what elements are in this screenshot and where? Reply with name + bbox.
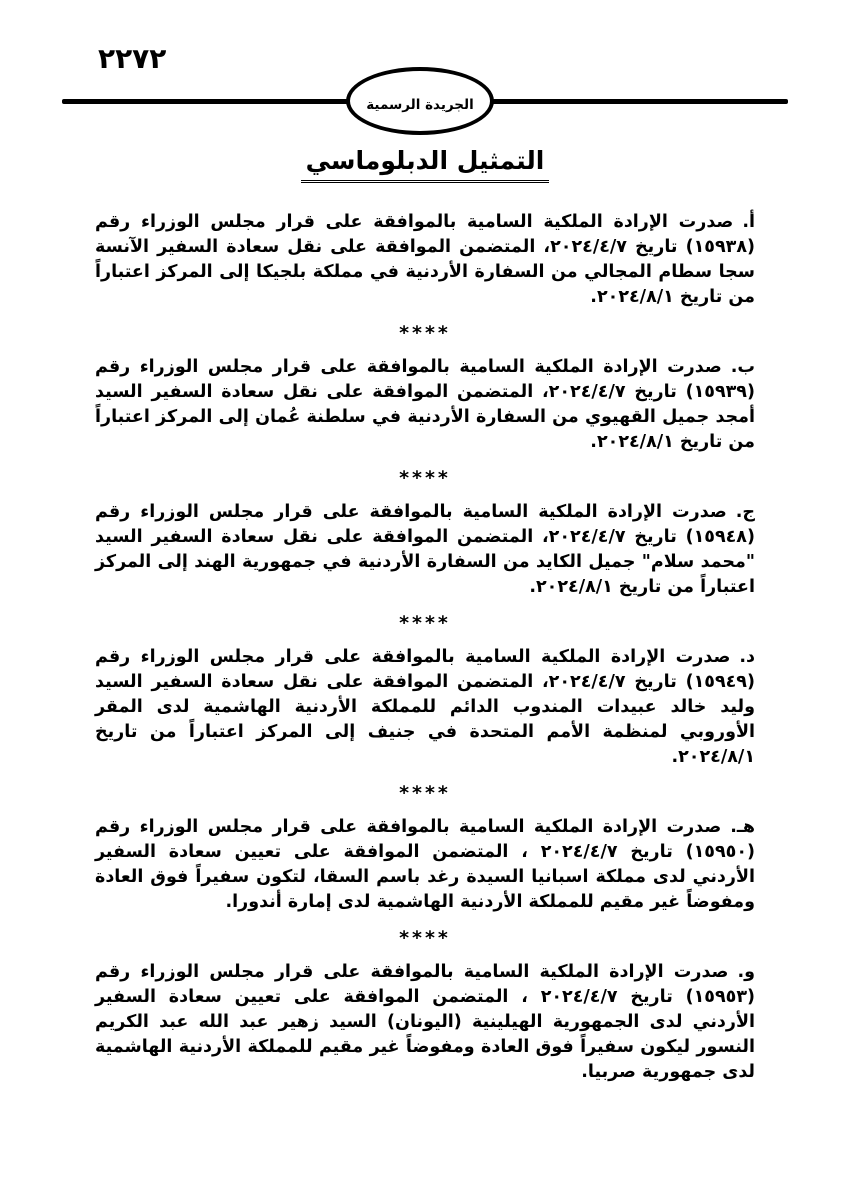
decree-item-d	[95, 645, 755, 770]
decree-text: صدرت الإرادة الملكية السامية بالموافقة على قرار مجلس الوزراء رقم (١٥٩٥٠) تاريخ ٢٠٢٤/٤/٧ ، المتضمن الموافقة على تعيين سعادة السفير الأردني لدى مملكة اسبانيا السيدة رغد باسم السقا، لتكون سفيراً فوق العادة ومفوضاً غير مقيم للمملكة الأردنية الهاشمية لدى إمارة أندورا.	[95, 817, 755, 912]
item-marker: هـ.	[730, 817, 755, 837]
decree-item-b	[95, 355, 755, 455]
decree-text: صدرت الإرادة الملكية السامية بالموافقة على قرار مجلس الوزراء رقم (١٥٩٣٨) تاريخ ٢٠٢٤/٤/٧، المتضمن الموافقة على نقل سعادة السفير الآنسة سجا سطام المجالي من السفارة الأردنية في مملكة بلجيكا إلى المركز اعتباراً من تاريخ ٢٠٢٤/٨/١.	[95, 212, 755, 307]
item-marker: أ.	[742, 212, 755, 232]
decree-text: صدرت الإرادة الملكية السامية بالموافقة على قرار مجلس الوزراء رقم (١٥٩٤٨) تاريخ ٢٠٢٤/٤/٧، المتضمن الموافقة على نقل سعادة السفير السيد "محمد سلام" جميل الكايد من السفارة الأردنية في جمهورية الهند إلى المركز اعتباراً من تاريخ ٢٠٢٤/٨/١.	[95, 502, 755, 597]
page-number: ٢٢٧٢	[98, 42, 167, 75]
item-marker: و.	[737, 962, 755, 982]
decree-text: صدرت الإرادة الملكية السامية بالموافقة على قرار مجلس الوزراء رقم (١٥٩٥٣) تاريخ ٢٠٢٤/٤/٧ ، المتضمن الموافقة على تعيين سعادة السفير الأردني لدى الجمهورية الهيلينية (اليونان) السيد زهير عبد الله عبد الكريم النسور ليكون سفيراً فوق العادة ومفوضاً غير مقيم للمملكة الأردنية الهاشمية لدى جمهورية صربيا.	[95, 962, 755, 1082]
item-marker: د.	[739, 647, 755, 667]
decree-item-h	[95, 815, 755, 915]
decree-item-a	[95, 210, 755, 310]
item-marker: ب.	[730, 357, 755, 377]
item-marker: ج.	[735, 502, 755, 522]
decree-text: صدرت الإرادة الملكية السامية بالموافقة على قرار مجلس الوزراء رقم (١٥٩٤٩) تاريخ ٢٠٢٤/٤/٧، المتضمن الموافقة على نقل سعادة السفير السيد وليد خالد عبيدات المندوب الدائم للمملكة الأردنية الهاشمية لدى المقر الأوروبي لمنظمة الأمم المتحدة في جنيف إلى المركز اعتباراً من تاريخ ٢٠٢٤/٨/١.	[95, 647, 755, 767]
title-row	[0, 146, 850, 183]
asterisk-separator: ****	[399, 467, 451, 489]
gazette-oval-emblem	[346, 67, 494, 135]
asterisk-separator: ****	[399, 322, 451, 344]
decree-item-j	[95, 500, 755, 600]
decrees-list	[95, 210, 755, 1085]
asterisk-separator: ****	[399, 612, 451, 634]
gazette-name-label: الجريدة الرسمية	[366, 96, 474, 113]
decree-item-w	[95, 960, 755, 1085]
asterisk-separator: ****	[399, 782, 451, 804]
asterisk-separator: ****	[399, 927, 451, 949]
section-title: التمثيل الدبلوماسي	[301, 146, 550, 183]
decree-text: صدرت الإرادة الملكية السامية بالموافقة على قرار مجلس الوزراء رقم (١٥٩٣٩) تاريخ ٢٠٢٤/٤/٧، المتضمن الموافقة على نقل سعادة السفير السيد أمجد جميل القهيوي من السفارة الأردنية في سلطنة عُمان إلى المركز اعتباراً من تاريخ ٢٠٢٤/٨/١.	[95, 357, 755, 452]
